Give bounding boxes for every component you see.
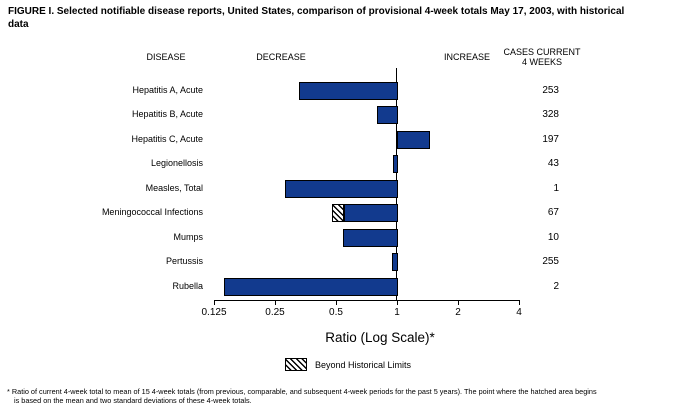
x-axis-tick-label: 4: [516, 307, 522, 318]
x-axis-tick: [519, 300, 520, 305]
bar-segment: [285, 180, 398, 198]
bar-hatched-segment: [332, 204, 344, 222]
bar-segment: [392, 253, 398, 271]
cases-value: 197: [542, 133, 559, 145]
column-header-disease: DISEASE: [146, 52, 186, 62]
x-axis-tick-label: 1: [394, 307, 400, 318]
x-axis-tick-label: 0.125: [201, 307, 227, 318]
figure-title-line2: data: [8, 18, 29, 30]
cases-value: 253: [542, 84, 559, 96]
bar-segment: [344, 204, 398, 222]
column-header-cases: [497, 47, 587, 67]
disease-label: Hepatitis A, Acute: [132, 84, 203, 95]
x-axis-tick-label: 2: [455, 307, 461, 318]
legend-label: Beyond Historical Limits: [315, 360, 412, 370]
footnote-line1: [7, 387, 687, 396]
x-axis-tick-label: 0.25: [265, 307, 285, 318]
cases-value: 328: [542, 109, 559, 120]
disease-label: Legionellosis: [150, 158, 203, 168]
hatched-swatch-icon: [285, 358, 307, 371]
footnote: [7, 387, 687, 405]
x-axis-title: Ratio (Log Scale)*: [325, 330, 435, 345]
column-header-increase: INCREASE: [443, 52, 490, 62]
disease-label: Hepatitis C, Acute: [131, 133, 203, 144]
cases-value: 10: [547, 231, 559, 243]
disease-label: Meningococcal Infections: [101, 207, 203, 217]
footnote-line2: is based on the mean and two standard deviations of these 4-week totals.: [14, 396, 252, 405]
disease-label: Measles, Total: [145, 182, 203, 193]
bar-segment: [397, 131, 430, 149]
bar-segment: [343, 229, 398, 247]
x-axis-tick: [336, 300, 337, 305]
cases-value: 43: [547, 158, 559, 169]
x-axis-line: [214, 300, 520, 301]
cases-value: 255: [542, 256, 559, 267]
column-header-cases-line1: CASES CURRENT: [503, 47, 581, 57]
x-axis-tick: [214, 300, 215, 305]
cases-value: 67: [547, 207, 559, 218]
footnote-marker: *: [7, 387, 10, 396]
bar-segment: [377, 106, 398, 124]
figure-title: [8, 6, 624, 31]
disease-label: Mumps: [173, 231, 203, 242]
bar-segment: [224, 278, 398, 296]
column-header-decrease: DECREASE: [256, 52, 306, 62]
column-header-cases-line2: 4 WEEKS: [521, 57, 562, 67]
disease-label: Pertussis: [165, 256, 203, 266]
figure-title-line1: FIGURE I. Selected notifiable disease reports, United States, comparison of provisional 4-week totals May 17, 2003, with historical: [8, 6, 625, 17]
x-axis-tick-label: 0.5: [329, 307, 343, 318]
x-axis-tick: [275, 300, 276, 305]
disease-label: Hepatitis B, Acute: [131, 109, 203, 119]
cases-value: 1: [553, 182, 559, 194]
x-axis-tick: [458, 300, 459, 305]
disease-label: Rubella: [172, 280, 203, 291]
bar-segment: [299, 82, 398, 100]
cases-value: 2: [553, 280, 559, 292]
bar-segment: [393, 155, 398, 173]
x-axis-tick: [397, 300, 398, 305]
footnote-text1: Ratio of current 4-week total to mean of 15 4-week totals (from previous, comparable, and subsequent 4-week periods for the past 5 years). The point where the hatched area begins: [11, 387, 597, 396]
